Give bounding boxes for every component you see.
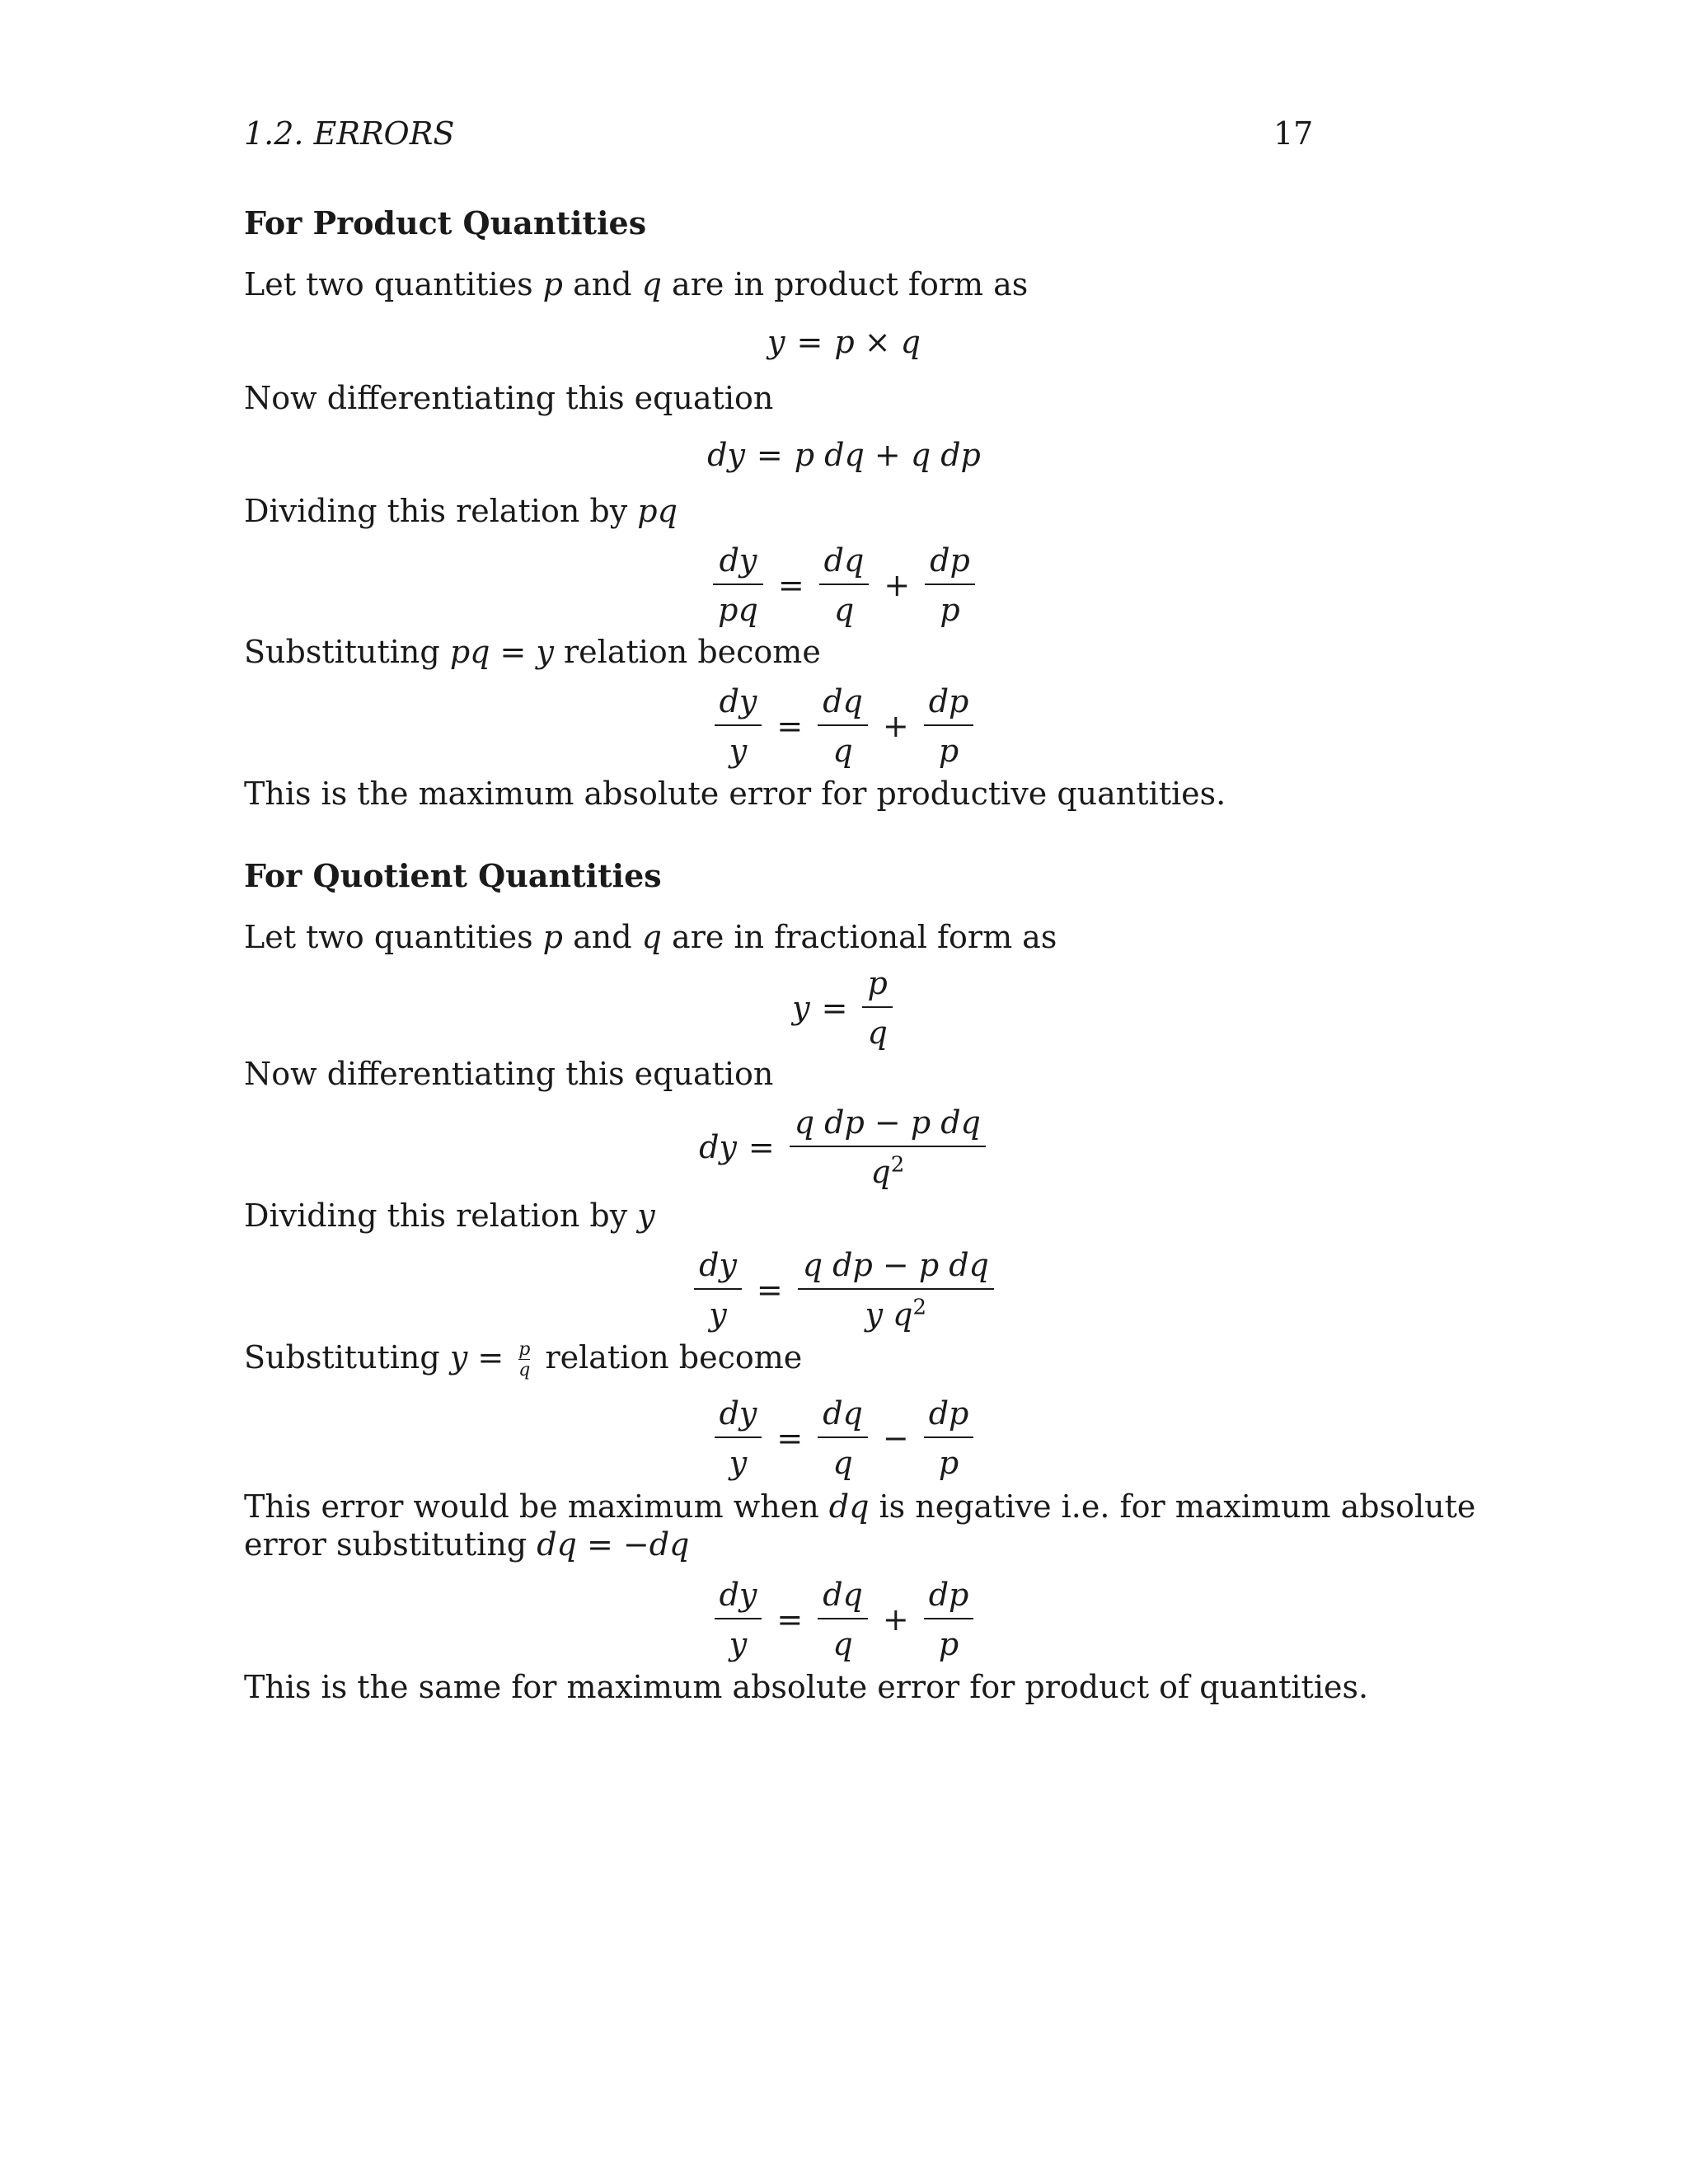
fraction: $\frac{dp}{p}$ bbox=[924, 1578, 974, 1661]
inline-fraction: $\frac{p}{q}$ bbox=[518, 1339, 531, 1380]
paragraph-product-conclusion: This is the maximum absolute error for productive quantities. bbox=[244, 776, 1226, 812]
section-heading-quotient: For Quotient Quantities bbox=[244, 857, 662, 894]
fraction: $\frac{dy}{y}$ bbox=[694, 1249, 742, 1331]
page-number: 17 bbox=[1273, 115, 1314, 152]
fraction: $\frac{dy}{y}$ bbox=[715, 1578, 762, 1661]
fraction: $\frac{dq}{q}$ bbox=[818, 1578, 868, 1661]
paragraph-line: error substituting dq = −dq bbox=[244, 1526, 690, 1563]
fraction: $\frac{\text{q dp − p dq}}{y q^2}$ bbox=[798, 1249, 994, 1331]
equation-product-4: $\frac{dy}{y}$ = $\frac{dq}{q}$ + $\frac{dp}{p}$ bbox=[0, 681, 1688, 771]
paragraph-line: This error would be maximum when dq is negative i.e. for maximum absolute bbox=[244, 1488, 1476, 1525]
fraction: $\frac{p}{q}$ bbox=[862, 967, 892, 1049]
fraction: $\frac{dy}{y}$ bbox=[715, 1397, 762, 1479]
equation-product-2: dy = p dq + q dp bbox=[707, 437, 981, 473]
fraction: $\frac{\text{q dp − p dq}}{q^2}$ bbox=[790, 1106, 986, 1188]
fraction: $\frac{dp}{p}$ bbox=[925, 544, 975, 626]
equation-product-3: $\frac{dy}{pq}$ = $\frac{dq}{q}$ + $\frac{dp}{p}$ bbox=[0, 540, 1688, 630]
fraction: $\frac{dq}{q}$ bbox=[818, 1397, 868, 1479]
paragraph-quotient-divide: Dividing this relation by y bbox=[244, 1197, 655, 1234]
paragraph-quotient-maximum bbox=[244, 1488, 1475, 1563]
paragraph-product-diff: Now differentiating this equation bbox=[244, 380, 774, 416]
paragraph-product-divide: Dividing this relation by pq bbox=[244, 493, 678, 529]
equation-quotient-3: $\frac{dy}{y}$ = $\frac{\text{q dp − p dq}}{y q^2}$ bbox=[0, 1244, 1688, 1335]
fraction: $\frac{dp}{p}$ bbox=[924, 1397, 974, 1479]
equation-quotient-5: $\frac{dy}{y}$ = $\frac{dq}{q}$ + $\frac{dp}{p}$ bbox=[0, 1574, 1688, 1665]
paragraph-product-intro: Let two quantities p and q are in product form as bbox=[244, 266, 1029, 302]
equation-quotient-2: dy = $\frac{\text{q dp − p dq}}{q^2}$ bbox=[0, 1102, 1688, 1193]
fraction: $\frac{dq}{q}$ bbox=[818, 685, 868, 767]
paragraph-quotient-diff: Now differentiating this equation bbox=[244, 1056, 774, 1092]
equation-quotient-1: y = $\frac{p}{q}$ bbox=[0, 963, 1688, 1053]
paragraph-quotient-intro: Let two quantities p and q are in fractional form as bbox=[244, 919, 1057, 955]
fraction: $\frac{dy}{pq}$ bbox=[713, 544, 763, 626]
running-head: 1.2. ERRORS bbox=[244, 115, 455, 152]
section-heading-product: For Product Quantities bbox=[244, 204, 647, 241]
paragraph-quotient-conclusion: This is the same for maximum absolute error for product of quantities. bbox=[244, 1669, 1369, 1705]
equation-product-1: y = p × q bbox=[767, 324, 921, 360]
equation-quotient-4: $\frac{dy}{y}$ = $\frac{dq}{q}$ − $\frac{dp}{p}$ bbox=[0, 1393, 1688, 1483]
paragraph-quotient-substitute: Substituting y = $\frac{p}{q}$ relation become bbox=[244, 1339, 803, 1380]
fraction: $\frac{dy}{y}$ bbox=[715, 685, 762, 767]
paragraph-product-substitute: Substituting pq = y relation become bbox=[244, 634, 821, 670]
fraction: $\frac{dp}{p}$ bbox=[924, 685, 974, 767]
fraction: $\frac{dq}{q}$ bbox=[819, 544, 870, 626]
